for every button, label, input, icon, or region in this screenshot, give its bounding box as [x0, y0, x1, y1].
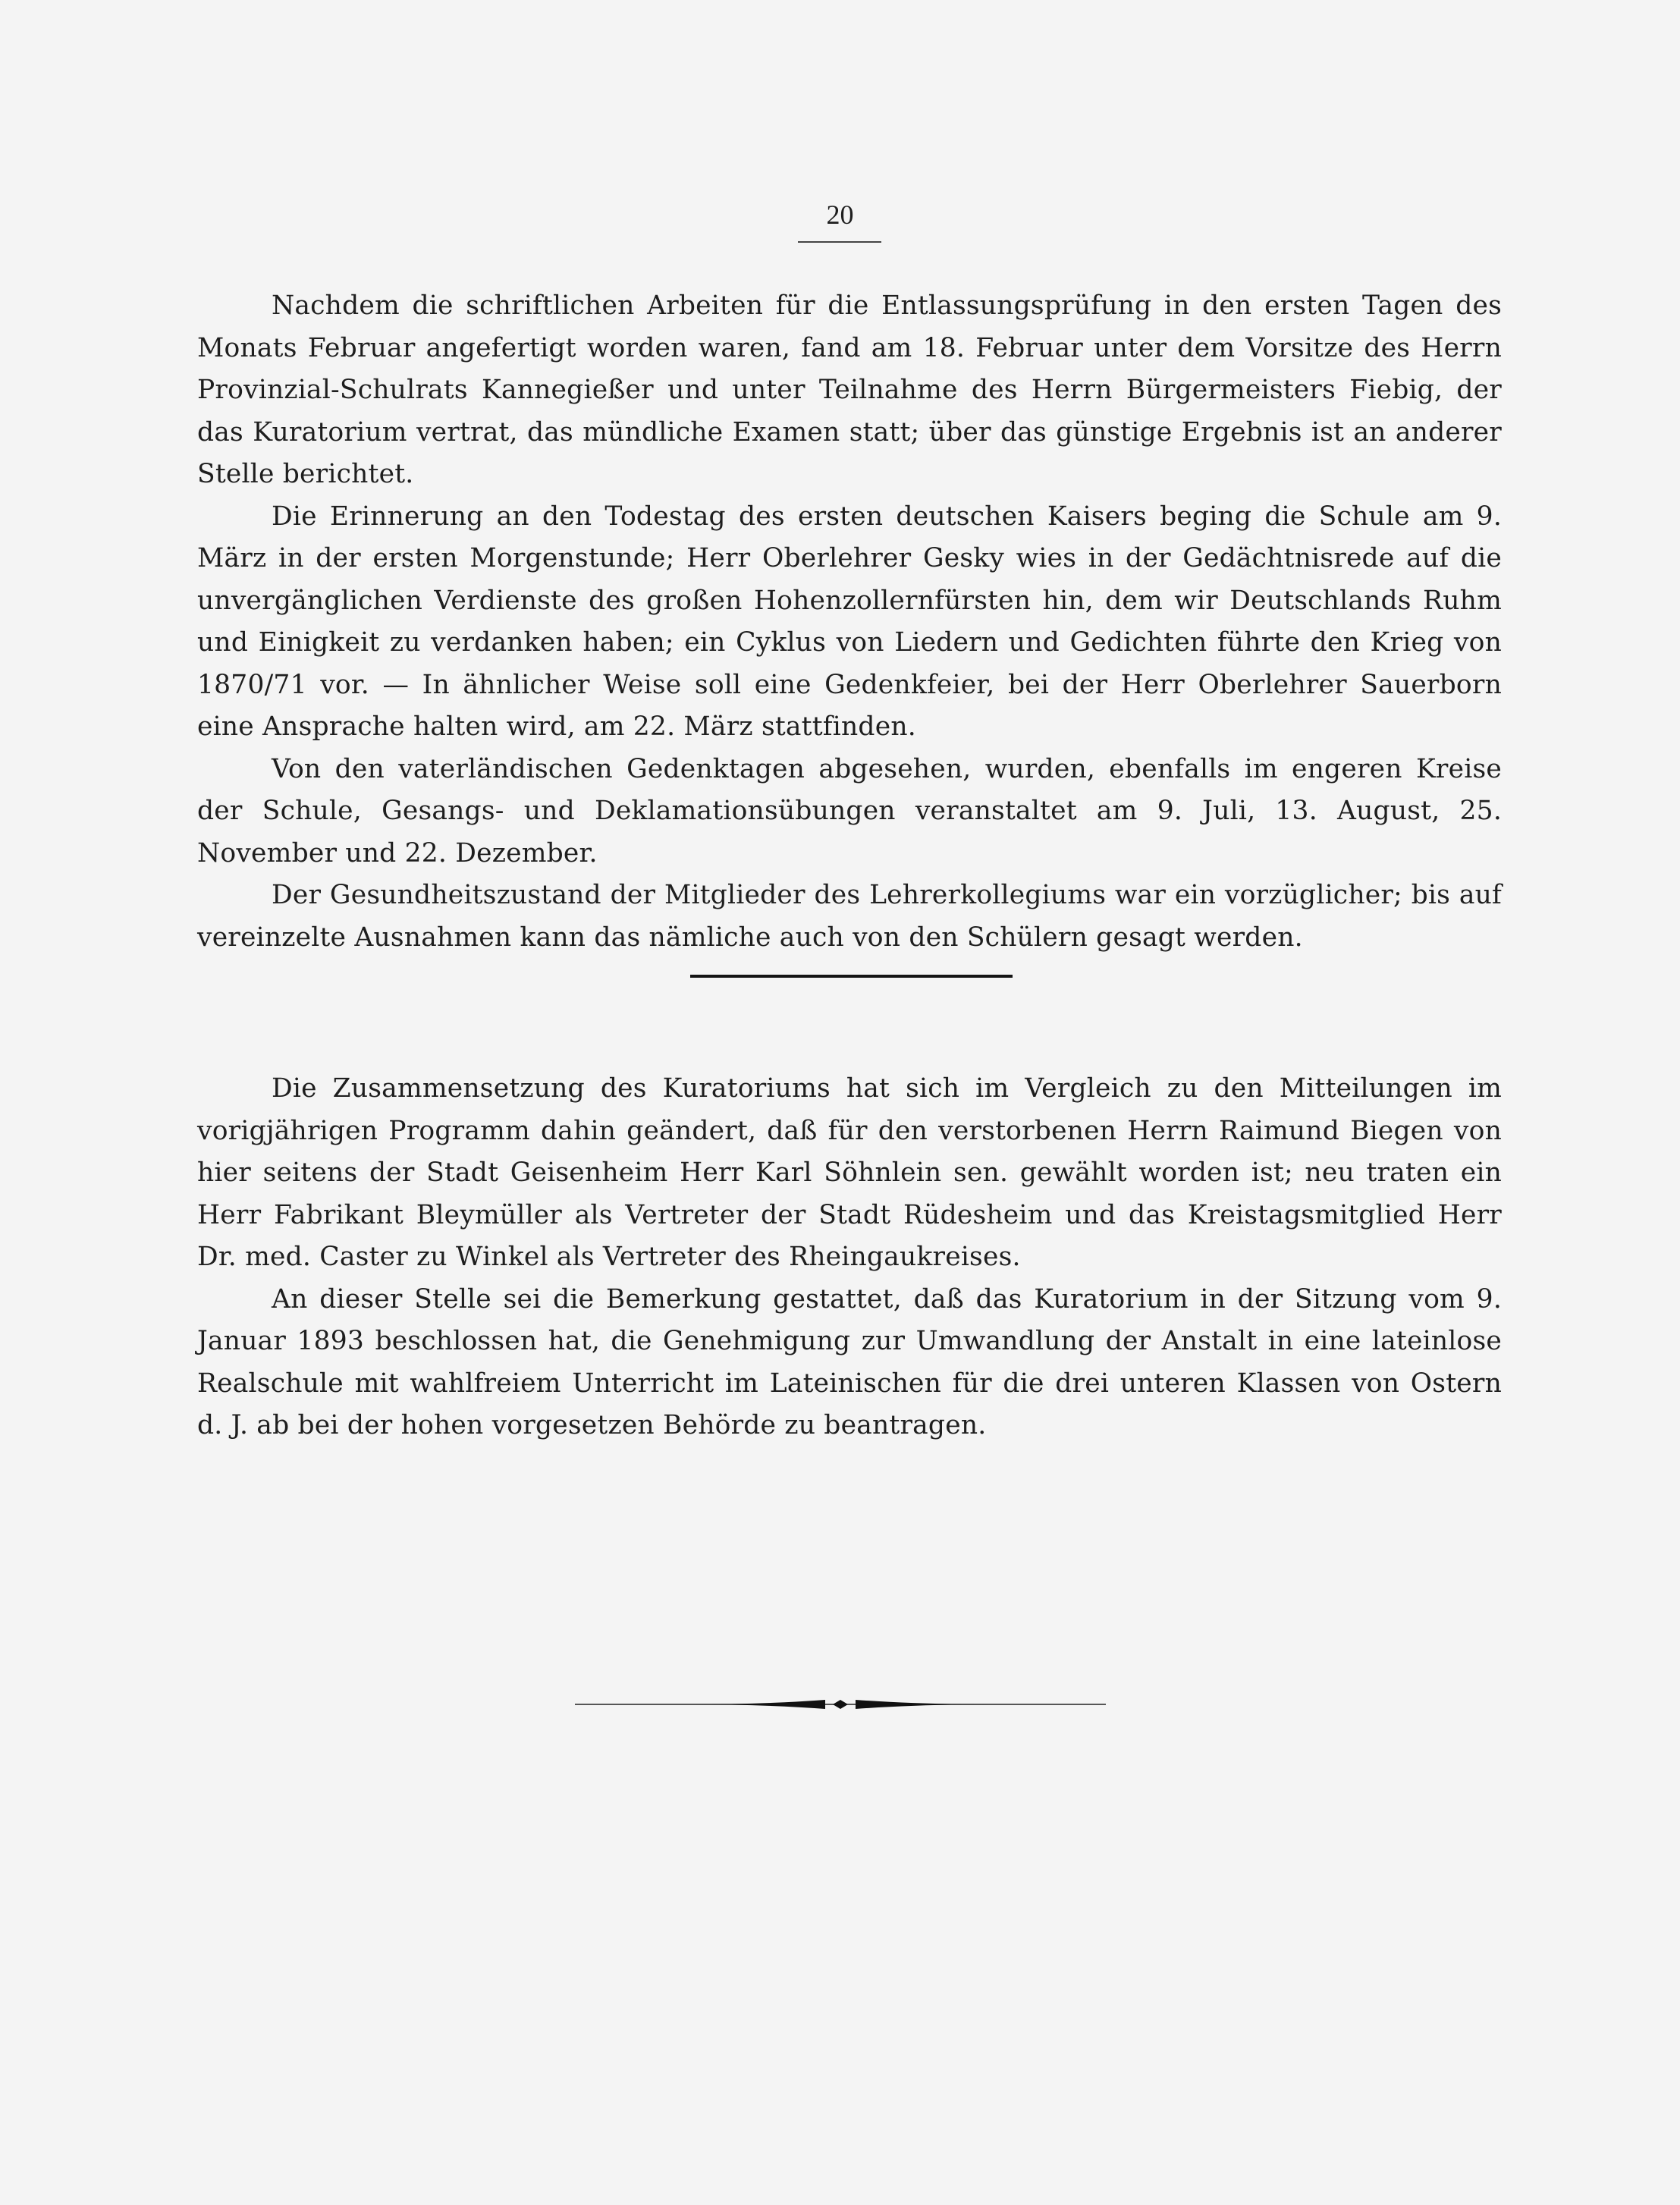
- paragraph: Nachdem die schriftlichen Arbeiten für die Entlassungsprüfung in den ersten Tagen des Monats Februar angefertigt worden waren, fand am 18. Februar unter dem Vorsitze des Herrn Provinzial-Schulrats Kannegießer und unter Teilnahme des Herrn Bürgermeisters Fiebig, der das Kuratorium vertrat, das mündliche Examen statt; über das günstige Ergebnis ist an anderer Stelle berichtet.: [197, 291, 1502, 489]
- page-number: 20: [826, 199, 854, 230]
- paragraph: Die Zusammensetzung des Kuratoriums hat sich im Vergleich zu den Mitteilungen im vorigjährigen Programm dahin geändert, daß für den verstorbenen Herrn Raimund Biegen von hier seitens der Stadt Geisenheim Herr Karl Söhnlein sen. gewählt worden ist; neu traten ein Herr Fabrikant Bleymüller als Vertreter der Stadt Rüdesheim und das Kreistagsmitglied Herr Dr. med. Caster zu Winkel als Vertreter des Rheingaukreises.: [197, 1073, 1502, 1272]
- ornament-rule-icon: [575, 1693, 1106, 1716]
- section-1: [197, 285, 1502, 959]
- section-divider: [690, 975, 1013, 978]
- section-2: [197, 1068, 1502, 1447]
- paragraph: An dieser Stelle sei die Bemerkung gestattet, daß das Kuratorium in der Sitzung vom 9. Januar 1893 beschlossen hat, die Genehmigung zur Umwandlung der Anstalt in eine lateinlose Realschule mit wahlfreiem Unterricht im Lateinischen für die drei unteren Klassen von Ostern d. J. ab bei der hohen vorgesetzen Behörde zu beantragen.: [197, 1283, 1502, 1440]
- paragraph: Die Erinnerung an den Todestag des ersten deutschen Kaisers beging die Schule am 9. März in der ersten Morgenstunde; Herr Oberlehrer Gesky wies in der Gedächtnisrede auf die unvergänglichen Verdienste des großen Hohenzollernfürsten hin, dem wir Deutschlands Ruhm und Einigkeit zu verdanken haben; ein Cyklus von Liedern und Gedichten führte den Krieg von 1870/71 vor. — In ähnlicher Weise soll eine Gedenkfeier, bei der Herr Oberlehrer Sauerborn eine Ansprache halten wird, am 22. März stattfinden.: [197, 501, 1502, 742]
- paragraph: Von den vaterländischen Gedenktagen abgesehen, wurden, ebenfalls im engeren Kreise der Schule, Gesangs- und Deklamationsübungen veranstaltet am 9. Juli, 13. August, 25. November und 22. Dezember.: [197, 753, 1502, 868]
- page-number-rule: [798, 241, 881, 243]
- paragraph: Der Gesundheitszustand der Mitglieder des Lehrerkollegiums war ein vorzüglicher; bis auf vereinzelte Ausnahmen kann das nämliche auch von den Schülern gesagt werden.: [197, 880, 1502, 953]
